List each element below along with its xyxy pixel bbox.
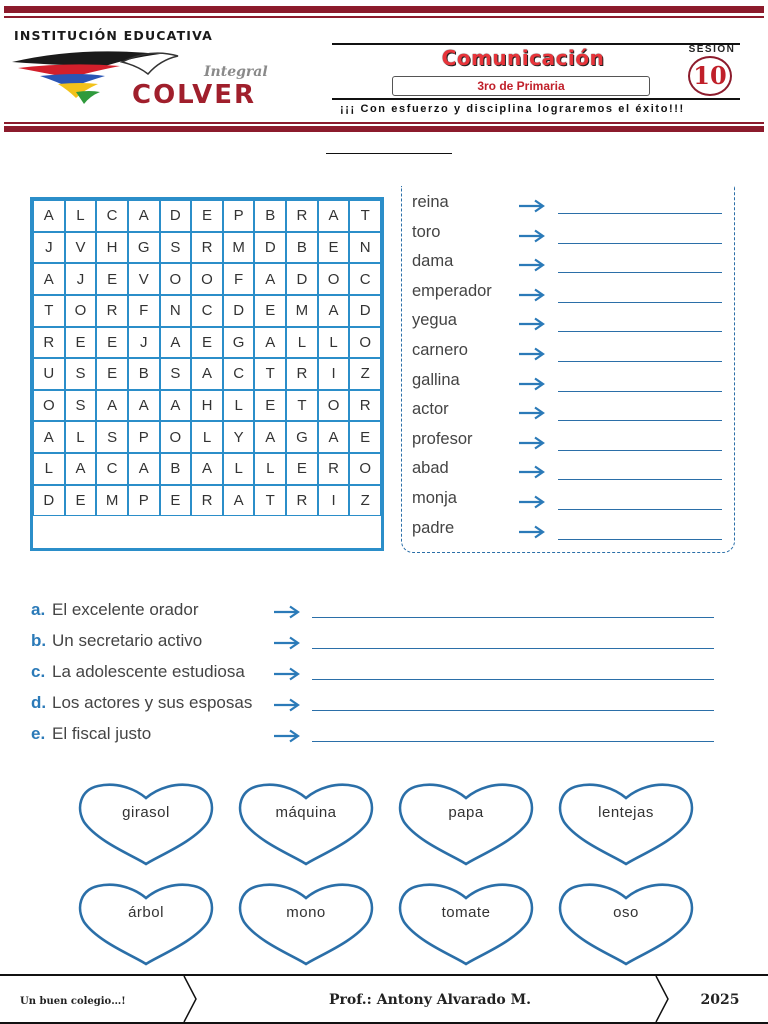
grid-cell[interactable]: A <box>128 390 160 422</box>
grid-cell[interactable]: A <box>254 421 286 453</box>
grid-cell[interactable]: B <box>128 358 160 390</box>
word-list-item: profesor <box>412 429 473 448</box>
grid-cell[interactable]: R <box>349 390 381 422</box>
answer-line[interactable] <box>558 539 722 540</box>
heart-word-label: lentejas <box>598 804 654 821</box>
grid-cell[interactable]: L <box>223 453 255 485</box>
word-list-item: monja <box>412 489 457 507</box>
arrow-right-icon <box>273 667 301 681</box>
arrow-right-icon <box>518 199 546 213</box>
heart-icon <box>236 880 376 968</box>
grid-cell[interactable]: E <box>254 295 286 327</box>
heart-icon <box>556 780 696 868</box>
phrase-row <box>31 631 721 655</box>
grid-cell[interactable]: J <box>65 263 97 295</box>
grid-cell[interactable]: C <box>96 453 128 485</box>
answer-line[interactable] <box>558 509 722 510</box>
arrow-right-icon <box>273 729 301 743</box>
grid-cell[interactable]: C <box>96 200 128 232</box>
grid-cell[interactable]: R <box>318 453 350 485</box>
grid-cell[interactable]: E <box>254 390 286 422</box>
heart-word <box>76 780 216 868</box>
arrow-right-icon <box>273 636 301 650</box>
grid-cell[interactable]: N <box>349 232 381 264</box>
grid-cell[interactable]: S <box>160 232 192 264</box>
grid-cell[interactable]: F <box>223 263 255 295</box>
session-label: SESION <box>688 44 736 55</box>
grid-cell[interactable]: L <box>318 327 350 359</box>
phrase-letter: e. <box>31 724 46 743</box>
footer-slogan: Un buen colegio…! <box>20 996 126 1007</box>
word-list-item: actor <box>412 400 449 419</box>
phrase-text: El excelente orador <box>52 600 199 619</box>
word-list-row <box>412 489 732 517</box>
heart-word <box>396 880 536 968</box>
grid-cell[interactable]: A <box>191 358 223 390</box>
arrow-right-icon <box>273 605 301 619</box>
grid-cell[interactable]: V <box>128 263 160 295</box>
grid-cell[interactable]: A <box>254 263 286 295</box>
grid-cell[interactable]: A <box>128 453 160 485</box>
word-list-item: dama <box>412 252 454 271</box>
heart-icon <box>396 780 536 868</box>
grid-cell[interactable]: O <box>191 263 223 295</box>
arrow-right-icon <box>518 465 546 479</box>
grid-cell[interactable]: S <box>96 421 128 453</box>
heart-word <box>76 880 216 968</box>
arrow-right-icon <box>518 436 546 450</box>
grid-cell[interactable]: L <box>65 200 97 232</box>
grid-cell[interactable]: R <box>286 485 318 517</box>
grid-cell[interactable]: O <box>160 421 192 453</box>
grid-cell[interactable]: C <box>349 263 381 295</box>
grid-cell[interactable]: D <box>160 200 192 232</box>
header-top-bar <box>4 6 764 13</box>
footer <box>0 974 768 1024</box>
grid-cell[interactable]: I <box>318 358 350 390</box>
integral-label: Integral <box>204 64 268 80</box>
heart-icon <box>76 880 216 968</box>
grid-cell[interactable]: S <box>65 358 97 390</box>
grid-cell[interactable]: O <box>318 263 350 295</box>
phrase-row <box>31 724 721 748</box>
word-search-grid <box>30 197 384 551</box>
arrow-right-icon <box>518 377 546 391</box>
heart-word <box>396 780 536 868</box>
heart-word-label: árbol <box>128 904 164 921</box>
word-list-item: padre <box>412 518 455 537</box>
word-list-row <box>412 371 732 399</box>
header-bottom-bar <box>4 126 764 132</box>
phrase-row <box>31 662 721 686</box>
arrow-right-icon <box>518 347 546 361</box>
answer-line[interactable] <box>558 361 722 362</box>
answer-line[interactable] <box>558 243 722 244</box>
grid-cell[interactable]: O <box>318 390 350 422</box>
grid-cell[interactable]: O <box>349 327 381 359</box>
title-underline <box>326 153 452 154</box>
grid-cell[interactable]: F <box>128 295 160 327</box>
header-bottom-thin-bar <box>4 122 764 124</box>
arrow-right-icon <box>518 258 546 272</box>
grid-cell[interactable]: U <box>33 358 65 390</box>
grid-cell[interactable]: D <box>223 295 255 327</box>
grid-cell[interactable]: C <box>223 358 255 390</box>
header-rule-top <box>332 43 740 45</box>
grid-cell[interactable]: D <box>349 295 381 327</box>
grid-cell[interactable]: B <box>254 200 286 232</box>
grid-cell[interactable]: G <box>223 327 255 359</box>
grid-cell[interactable]: A <box>33 421 65 453</box>
arrow-right-icon <box>518 495 546 509</box>
heart-word-label: girasol <box>122 804 170 821</box>
grid-cell[interactable]: E <box>191 200 223 232</box>
grid-cell[interactable]: I <box>318 485 350 517</box>
answer-line[interactable] <box>558 302 722 303</box>
grid-cell[interactable]: L <box>191 421 223 453</box>
grid-cell[interactable]: M <box>96 485 128 517</box>
heart-icon <box>396 880 536 968</box>
grid-cell[interactable]: J <box>128 327 160 359</box>
grid-cell[interactable]: D <box>33 485 65 517</box>
grid-cell[interactable]: V <box>65 232 97 264</box>
grid-cell[interactable]: R <box>33 327 65 359</box>
grid-cell[interactable]: O <box>65 295 97 327</box>
header-rule-bottom <box>332 98 740 100</box>
grid-cell[interactable]: L <box>223 390 255 422</box>
grid-cell[interactable]: T <box>254 485 286 517</box>
grid-cell[interactable]: A <box>254 327 286 359</box>
grid-cell[interactable]: P <box>128 421 160 453</box>
heart-word-label: tomate <box>441 904 491 921</box>
grid-cell[interactable]: P <box>128 485 160 517</box>
phrase-text: Un secretario activo <box>52 631 203 650</box>
grid-cell[interactable]: Z <box>349 358 381 390</box>
grid-cell[interactable]: R <box>96 295 128 327</box>
grid-cell[interactable]: D <box>286 263 318 295</box>
grid-cell[interactable]: A <box>318 421 350 453</box>
grid-cell[interactable]: R <box>191 485 223 517</box>
grid-cell[interactable]: A <box>65 453 97 485</box>
word-list-item: emperador <box>412 281 492 300</box>
grid-cell[interactable]: M <box>286 295 318 327</box>
word-list-item: gallina <box>412 370 460 389</box>
phrase-letter: d. <box>31 693 47 712</box>
grade-label: 3ro de Primaria <box>392 76 650 96</box>
phrase-text: El fiscal justo <box>52 724 152 743</box>
grid-cell[interactable]: E <box>318 232 350 264</box>
phrase-text: La adolescente estudiosa <box>52 662 245 681</box>
answer-line[interactable] <box>312 617 714 618</box>
word-list-row <box>412 400 732 428</box>
answer-line[interactable] <box>312 710 714 711</box>
grid-cell[interactable]: O <box>349 453 381 485</box>
heart-word-label: máquina <box>275 804 337 821</box>
answer-line[interactable] <box>558 272 722 273</box>
heart-word <box>236 780 376 868</box>
grid-cell[interactable]: D <box>254 232 286 264</box>
grid-cell[interactable]: L <box>33 453 65 485</box>
grid-cell[interactable]: H <box>191 390 223 422</box>
grid-cell[interactable]: S <box>160 358 192 390</box>
grid-cell[interactable]: S <box>65 390 97 422</box>
heart-word-label: mono <box>286 904 326 921</box>
grid-cell[interactable]: A <box>33 200 65 232</box>
heart-word-label: oso <box>613 904 639 921</box>
heart-icon <box>236 780 376 868</box>
grid-cell[interactable]: T <box>33 295 65 327</box>
answer-line[interactable] <box>558 213 722 214</box>
session-number: 10 <box>688 56 732 96</box>
grid-cell[interactable]: G <box>286 421 318 453</box>
word-list-row <box>412 311 732 339</box>
grid-cell[interactable]: R <box>191 232 223 264</box>
grid-cell[interactable]: A <box>223 485 255 517</box>
grid-cell[interactable]: A <box>160 390 192 422</box>
heart-word <box>556 880 696 968</box>
word-list-row <box>412 459 732 487</box>
grid-cell[interactable]: T <box>254 358 286 390</box>
phrase-row <box>31 600 721 624</box>
grid-cell[interactable]: E <box>96 263 128 295</box>
grid-cell[interactable]: B <box>160 453 192 485</box>
arrow-right-icon <box>518 406 546 420</box>
footer-year: 2025 <box>700 992 740 1008</box>
grid-cell[interactable]: H <box>96 232 128 264</box>
arrow-right-icon <box>518 229 546 243</box>
grid-cell[interactable]: Z <box>349 485 381 517</box>
phrase-row <box>31 693 721 717</box>
word-list-row <box>412 519 732 547</box>
word-list-item: toro <box>412 222 441 241</box>
heart-icon <box>76 780 216 868</box>
grid-cell[interactable]: E <box>65 327 97 359</box>
grid-cell[interactable]: A <box>96 390 128 422</box>
phrase-text: Los actores y sus esposas <box>52 693 253 712</box>
heart-word-label: papa <box>448 804 484 821</box>
grid-cell[interactable]: T <box>286 390 318 422</box>
heart-word <box>236 880 376 968</box>
motto: ¡¡¡ Con esfuerzo y disciplina lograremos el éxito!!! <box>340 103 685 115</box>
grid-cell[interactable]: T <box>349 200 381 232</box>
grid-cell[interactable]: O <box>33 390 65 422</box>
grid-cell[interactable]: P <box>223 200 255 232</box>
grid-cell[interactable]: E <box>65 485 97 517</box>
arrow-right-icon <box>518 288 546 302</box>
grid-cell[interactable]: A <box>318 295 350 327</box>
answer-line[interactable] <box>558 450 722 451</box>
institution-name: INSTITUCIÓN EDUCATIVA <box>14 28 214 43</box>
grid-cell[interactable]: E <box>191 327 223 359</box>
grid-cell[interactable]: A <box>128 200 160 232</box>
word-list-item: carnero <box>412 341 468 359</box>
grid-cell[interactable]: R <box>286 358 318 390</box>
word-list-row <box>412 223 732 251</box>
grid-cell[interactable]: E <box>96 358 128 390</box>
grid-cell[interactable]: A <box>160 327 192 359</box>
grid-cell[interactable]: L <box>65 421 97 453</box>
answer-line[interactable] <box>312 741 714 742</box>
grid-cell[interactable]: J <box>33 232 65 264</box>
answer-line[interactable] <box>558 420 722 421</box>
grid-cell[interactable]: N <box>160 295 192 327</box>
answer-line[interactable] <box>312 679 714 680</box>
grid-cell[interactable]: O <box>160 263 192 295</box>
heart-word <box>556 780 696 868</box>
grid-cell[interactable]: A <box>318 200 350 232</box>
grid-cell[interactable]: E <box>286 453 318 485</box>
arrow-right-icon <box>273 698 301 712</box>
grid-cell[interactable]: A <box>191 453 223 485</box>
arrow-right-icon <box>518 525 546 539</box>
grid-cell[interactable]: R <box>286 200 318 232</box>
grid-cell[interactable]: E <box>96 327 128 359</box>
answer-line[interactable] <box>558 391 722 392</box>
word-list-row <box>412 430 732 458</box>
subject-title: Comunicación <box>441 46 605 70</box>
word-list-item: yegua <box>412 311 457 330</box>
word-list-row <box>412 252 732 280</box>
word-list-item: abad <box>412 459 449 478</box>
word-list-row <box>412 282 732 310</box>
grid-cell[interactable]: Y <box>223 421 255 453</box>
answer-line[interactable] <box>558 331 722 332</box>
word-list-row <box>412 341 732 369</box>
grid-cell[interactable]: A <box>33 263 65 295</box>
word-list-row <box>412 193 732 221</box>
phrase-letter: c. <box>31 662 46 681</box>
arrow-right-icon <box>518 317 546 331</box>
footer-teacher: Prof.: Antony Alvarado M. <box>329 992 531 1008</box>
answer-line[interactable] <box>558 479 722 480</box>
phrase-letter: b. <box>31 631 47 650</box>
school-name: COLVER <box>132 80 257 110</box>
phrase-letter: a. <box>31 600 46 619</box>
grid-cell[interactable]: C <box>191 295 223 327</box>
grid-cell[interactable]: E <box>349 421 381 453</box>
heart-icon <box>556 880 696 968</box>
grid-cell[interactable]: G <box>128 232 160 264</box>
grid-cell[interactable]: L <box>286 327 318 359</box>
grid-cell[interactable]: M <box>223 232 255 264</box>
header-top-thin-bar <box>4 16 764 18</box>
answer-line[interactable] <box>312 648 714 649</box>
grid-cell[interactable]: B <box>286 232 318 264</box>
grid-cell[interactable]: L <box>254 453 286 485</box>
word-list-item: reina <box>412 193 449 211</box>
grid-cell[interactable]: E <box>160 485 192 517</box>
